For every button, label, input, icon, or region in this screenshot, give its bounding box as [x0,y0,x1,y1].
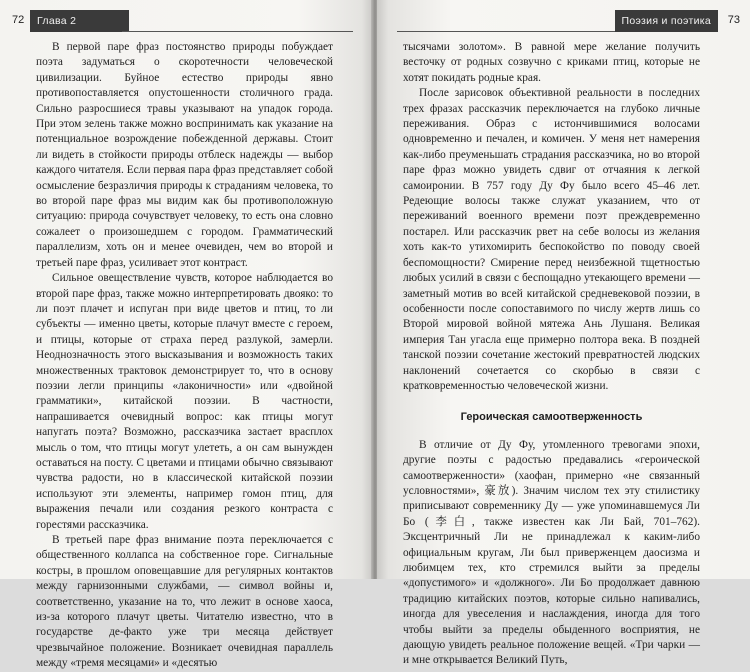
right-header-rule [397,31,620,32]
left-paragraph-2: Сильное овеществление чувств, которое наблюдается во второй паре фраз, также можно интерпретировать двояко: то ли поэт плачет и испуган при виде цветов и птиц, то ли субъекты — именно цветы, которые плачут вместе с героем, и птицы, которые от страха перед разлукой, замерли. Неоднозначность этого высказывания и возможность таких множественных трактовок демонстрирует то, что в основу поэзии легли принципы «лаконичности» или «двойной грамматики», китайской поэзии. В частности, напрашивается очевидный вопрос: как птицы могут напугать поэта? Возможно, рассказчика застает врасплох мысль о том, что птицы могут улететь, а он сам вынужден оставаться на посту. С цветами и птицами обычно связывают чувства радости, но в классической китайской поэзии используют эти элементы, например гомон птиц, для выражения печали или создания резкого контраста с горестями рассказчика. [36,272,333,531]
left-page [0,0,373,670]
right-paragraph-2: После зарисовок объективной реальности в последних трех фразах рассказчик переключается на глубоко личные переживания. Образ с истончившимися волосами одновременно и печален, и комичен. У меня нет намерения как-либо преуменьшать страдания рассказчика, но во второй паре фраз можно увидеть сдвиг от отчаяния к легкой самоиронии. В 757 году Ду Фу было всего 45–46 лет. Редеющие волосы также служат указанием, что от переживаний военного времени поэт преждевременно постарел. Или рассказчик рвет на себе волосы из желания хоть как-то утихомирить беспокойство по поводу своей беспомощности? Смирение перед неизбежной тщетностью любых усилий в связи с беспощадно утекающего времени — заметный мотив во всей китайской средневековой поэзии, в особенности после сопоставимого по числу жертв лишь со Второй мировой войной мятежа Ань Лушаня. Великая империя Тан угасла еще примерно полтора века. В поздней танской поэзии сочетание жестокий превратностей людских наклонений сочетается со скорбью в связи с кратковременностью человеческой жизни. [403,87,700,392]
right-page-body [403,40,700,669]
right-page [377,0,750,667]
left-paragraph-3: В третьей паре фраз внимание поэта переключается с общественного коллапса на собственное горе. Сигнальные костры, в прошлом оповещавшие для регулярных контактов между гарнизонными службами, — символ войны и, соответственно, указание на то, что лежит в основе хаоса, из-за которого плачут цветы. Читателю известно, что в государстве де-факто уже три месяца действует чрезвычайное положение. Возникает очевидная параллель между «тремя месяцами» и «десятью [36,534,333,670]
right-running-head: Поэзия и поэтика [615,10,718,32]
left-header-rule [122,31,353,32]
left-running-head: Глава 2 [30,10,129,32]
left-page-header [12,10,353,32]
section-title: Героическая самоотверженность [460,411,643,424]
right-page-number: 73 [727,14,740,26]
right-paragraph-3: В отличие от Ду Фу, утомленного тревогами эпохи, другие поэты с радостью предавались «героической самоотверженности» (хаофан, примерно «не связанный условностями», 豪放). Значим числом тех эту стилистику приписывают современнику Ду — уже упоминавшемуся Ли Бо (李白, также известен как Ли Бай, 701–762). Эксцентричный Ли не принадлежал к каким-либо официальным кругам, Ли был приверженцем даосизма и любимцем тех, кто стремился выйти за пределы «допустимого» и «должного». Ли Бо продолжает давнюю традицию китайских поэтов, которые сильно напивались, иногда для увеселения и наслаждения, иногда для того чтобы выйти за пределы обыденного восприятия, не дающую увидеть реальное положение вещей. «Три чарки — и мне открывается Великий Путь, [403,438,700,667]
left-page-body [36,40,333,672]
right-paragraph-1: тысячами золотом». В равной мере желание получить весточку от родных созвучно с криками птиц, которые не хотят покидать родные края. [403,41,700,84]
left-paragraph-1: В первой паре фраз постоянство природы побуждает поэта задуматься о скоротечности человеческой цивилизации. Буйное естество природы явно противопоставляется опустошенности столичного града. Сильно разросшиеся травы указывают на упадок города. При этом зелень также можно воспринимать как указание на потенциальное возрождение побежденной державы. Стоит ли видеть в стойкости природы отблеск надежды — выбор каждого читателя. Если первая пара фраз представляет собой осмысление безразличия природы к страданиям человека, то во второй паре фраз мы видим как бы противоположную ситуацию: природа сочувствует человеку, то есть она словно сожалеет о произошедшем с городом. Грамматический параллелизм, хоть он и менее очевиден, чем во второй и третьей паре фраз, усиливает этот контраст. [36,41,334,269]
right-page-header [397,10,740,32]
left-page-number: 72 [12,14,25,26]
